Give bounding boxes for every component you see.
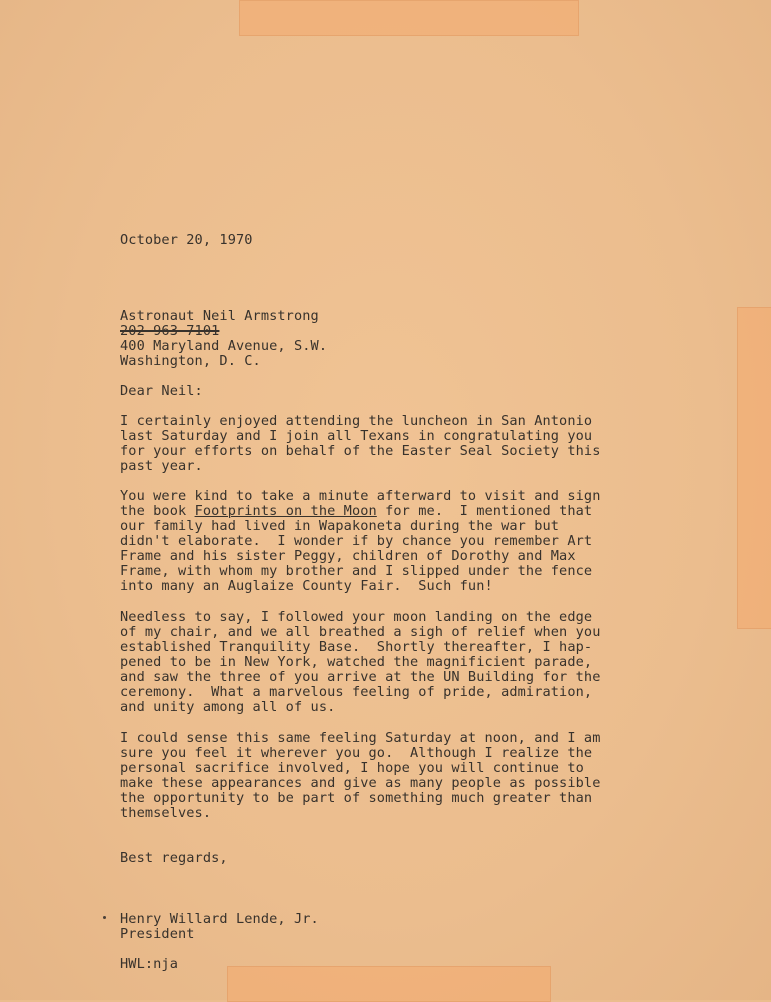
paragraph-4-line: themselves. bbox=[120, 805, 212, 821]
paragraph-1-line: for your efforts on behalf of the Easter Seal Society this bbox=[120, 443, 601, 459]
paragraph-2-line bbox=[120, 504, 592, 519]
recipient-city: Washington, D. C. bbox=[120, 353, 261, 369]
paragraph-2-line: Frame and his sister Peggy, children of Dorothy and Max bbox=[120, 548, 576, 564]
paragraph-4-line: the opportunity to be part of something much greater than bbox=[120, 790, 593, 806]
paragraph-3-line: and unity among all of us. bbox=[120, 699, 336, 715]
paragraph-3-line: of my chair, and we all breathed a sigh of relief when you bbox=[120, 624, 601, 640]
salutation: Dear Neil: bbox=[120, 383, 203, 399]
paragraph-1-line: past year. bbox=[120, 458, 203, 474]
paragraph-2-text: for me. I mentioned that bbox=[376, 503, 593, 519]
paragraph-3-line: pened to be in New York, watched the magnificient parade, bbox=[120, 654, 593, 670]
signer-name: Henry Willard Lende, Jr. bbox=[120, 911, 319, 927]
paragraph-3-line: ceremony. What a marvelous feeling of pride, admiration, bbox=[120, 684, 593, 700]
tape-strip-bottom bbox=[227, 966, 551, 1002]
letter-date: October 20, 1970 bbox=[120, 232, 253, 248]
paragraph-2-line: into many an Auglaize County Fair. Such fun! bbox=[120, 578, 493, 594]
paragraph-1-line: I certainly enjoyed attending the luncheon in San Antonio bbox=[120, 413, 593, 429]
paragraph-4-line: make these appearances and give as many people as possible bbox=[120, 775, 601, 791]
paragraph-1-line: last Saturday and I join all Texans in congratulating you bbox=[120, 428, 593, 444]
paragraph-2-line: Frame, with whom my brother and I slipped under the fence bbox=[120, 563, 593, 579]
recipient-name: Astronaut Neil Armstrong bbox=[120, 308, 319, 324]
paragraph-3-line: established Tranquility Base. Shortly thereafter, I hap- bbox=[120, 639, 593, 655]
paragraph-3-line: and saw the three of you arrive at the UN Building for the bbox=[120, 669, 601, 685]
paragraph-4-line: I could sense this same feeling Saturday at noon, and I am bbox=[120, 730, 601, 746]
paragraph-2-text: the book bbox=[120, 503, 195, 519]
paragraph-4-line: personal sacrifice involved, I hope you will continue to bbox=[120, 760, 584, 776]
tape-strip-top bbox=[239, 0, 579, 36]
paragraph-3-line: Needless to say, I followed your moon landing on the edge bbox=[120, 609, 593, 625]
tape-strip-right bbox=[737, 307, 771, 629]
paragraph-2-line: didn't elaborate. I wonder if by chance you remember Art bbox=[120, 533, 593, 549]
closing: Best regards, bbox=[120, 850, 228, 866]
reference-initials: HWL:nja bbox=[120, 956, 178, 972]
paragraph-2-line: our family had lived in Wapakoneta during the war but bbox=[120, 518, 560, 534]
recipient-phone-struck: 202-963-7101 bbox=[120, 323, 220, 339]
recipient-street: 400 Maryland Avenue, S.W. bbox=[120, 338, 328, 354]
paragraph-4-line: sure you feel it wherever you go. Although I realize the bbox=[120, 745, 593, 761]
book-title: Footprints on the Moon bbox=[194, 503, 377, 519]
ink-dot bbox=[103, 916, 106, 919]
signer-title: President bbox=[120, 926, 195, 942]
paragraph-2-line: You were kind to take a minute afterward to visit and sign bbox=[120, 488, 601, 504]
